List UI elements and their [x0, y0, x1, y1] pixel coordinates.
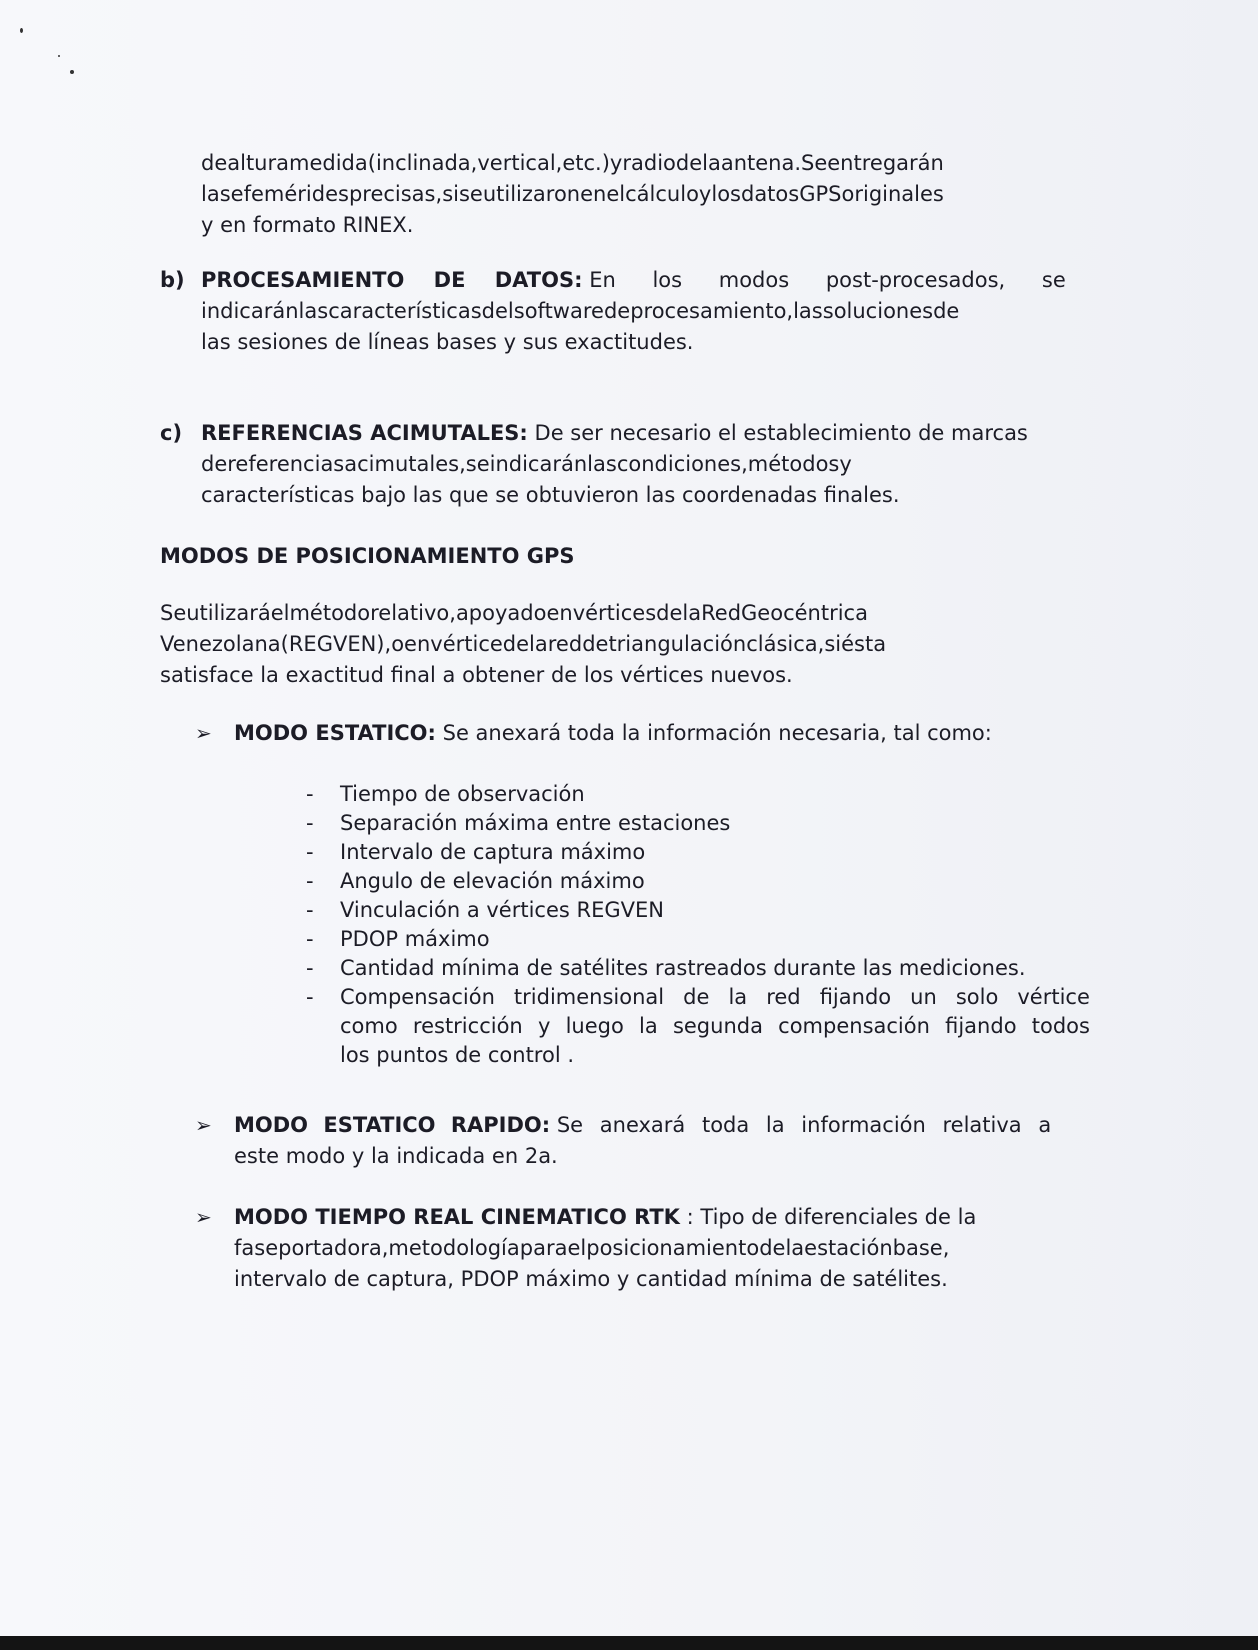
item-b-line-3: las sesiones de líneas bases y sus exactitudes.	[201, 330, 694, 354]
list-item-continuation: como restricción y luego la segunda compensación fijando todos	[340, 1014, 1090, 1038]
section-line-3: satisface la exactitud final a obtener de los vértices nuevos.	[160, 663, 793, 687]
item-c-line-1	[201, 418, 1091, 449]
mode-static-paragraph	[234, 718, 1091, 749]
mode-rtk-line-3: intervalo de captura, PDOP máximo y cantidad mínima de satélites.	[234, 1267, 948, 1291]
mode-rtk-title: MODO TIEMPO REAL CINEMATICO RTK	[234, 1205, 680, 1229]
list-item-continuation: los puntos de control .	[340, 1043, 575, 1067]
intro-line-1: dealturamedida(inclinada,vertical,etc.)yradiodelaantena.Seentregarán	[201, 151, 944, 175]
intro-line-3: y en formato RINEX.	[201, 213, 414, 237]
mode-rapid-line-2: este modo y la indicada en 2a.	[234, 1144, 558, 1168]
section-line-2: Venezolana(REGVEN),oenvérticedelareddetriangulaciónclásica,siésta	[160, 632, 887, 656]
mode-rapid-paragraph	[234, 1110, 1091, 1172]
item-c-paragraph	[201, 418, 1091, 511]
item-b-line1-rest: En los modos post-procesados, se	[589, 268, 1066, 292]
list-item: - Separación máxima entre estaciones	[306, 811, 731, 835]
item-b-line-1	[201, 265, 1091, 296]
list-item: - Cantidad mínima de satélites rastreados durante las mediciones.	[306, 956, 1026, 980]
section-line-1: Seutilizaráelmétodorelativo,apoyadoenvérticesdelaRedGeocéntrica	[160, 601, 868, 625]
mode-static-text: Se anexará toda la información necesaria, tal como:	[442, 721, 992, 745]
list-item: - Angulo de elevación máximo	[306, 869, 645, 893]
item-c-line-2: dereferenciasacimutales,seindicaránlascondiciones,métodosy	[201, 452, 852, 476]
item-b-line-2: indicaránlascaracterísticasdelsoftwaredeprocesamiento,lassolucionesde	[201, 299, 960, 323]
arrow-bullet-icon: ➢	[195, 1205, 212, 1229]
mode-rtk-line-2: faseportadora,metodologíaparaelposicionamientodelaestaciónbase,	[234, 1236, 950, 1260]
item-c-title: REFERENCIAS ACIMUTALES:	[201, 421, 528, 445]
mode-rtk-line1-rest: : Tipo de diferenciales de la	[686, 1205, 977, 1229]
mode-static-line	[234, 718, 1091, 749]
item-b-title: PROCESAMIENTO DE DATOS:	[201, 268, 583, 292]
scan-speck	[70, 70, 74, 74]
mode-rtk-line-1	[234, 1202, 1091, 1233]
mode-rapid-title: MODO ESTATICO RAPIDO:	[234, 1113, 551, 1137]
list-item: - Compensación tridimensional de la red fijando un solo vértice	[306, 985, 1090, 1009]
mode-rapid-line1-rest: Se anexará toda la información relativa a	[556, 1113, 1052, 1137]
mode-static-list	[300, 780, 1090, 1070]
item-b-label: b)	[160, 268, 185, 292]
intro-line-2: lasefeméridesprecisas,siseutilizaronenelcálculoylosdatosGPSoriginales	[201, 182, 944, 206]
mode-static-title: MODO ESTATICO:	[234, 721, 436, 745]
section-paragraph	[160, 598, 1091, 691]
intro-paragraph	[201, 148, 1091, 241]
list-item: - Vinculación a vértices REGVEN	[306, 898, 664, 922]
scan-speck	[20, 28, 23, 33]
list-item: - Intervalo de captura máximo	[306, 840, 646, 864]
item-c-line1-rest: De ser necesario el establecimiento de marcas	[534, 421, 1028, 445]
scan-speck	[58, 55, 60, 57]
scan-bottom-edge	[0, 1636, 1258, 1650]
arrow-bullet-icon: ➢	[195, 1113, 212, 1137]
item-c-label: c)	[160, 421, 183, 445]
section-heading: MODOS DE POSICIONAMIENTO GPS	[160, 544, 575, 568]
item-b-paragraph	[201, 265, 1091, 358]
mode-rapid-line-1	[234, 1110, 1091, 1141]
mode-rtk-paragraph	[234, 1202, 1091, 1295]
list-item: - PDOP máximo	[306, 927, 490, 951]
item-c-line-3: características bajo las que se obtuvieron las coordenadas finales.	[201, 483, 900, 507]
arrow-bullet-icon: ➢	[195, 721, 212, 745]
list-item: - Tiempo de observación	[306, 782, 585, 806]
